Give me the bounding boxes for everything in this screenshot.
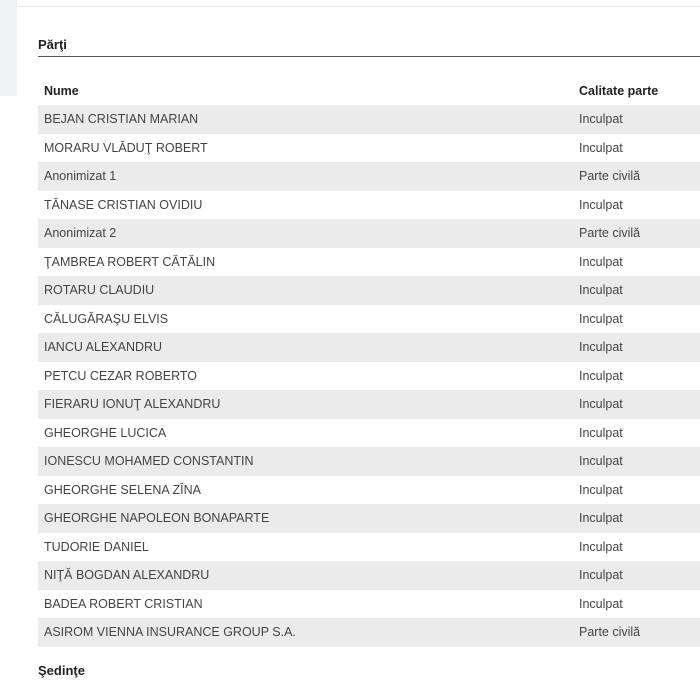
parties-table-header: [38, 77, 700, 105]
party-name-cell: BADEA ROBERT CRISTIAN: [38, 590, 573, 619]
parties-section-title: Părţi: [38, 37, 67, 52]
party-name-cell: IONESCU MOHAMED CONSTANTIN: [38, 447, 573, 476]
party-role-cell: Inculpat: [573, 533, 700, 562]
party-role-cell: Inculpat: [573, 362, 700, 391]
party-name-cell: ASIROM VIENNA INSURANCE GROUP S.A.: [38, 618, 573, 647]
party-role-cell: Inculpat: [573, 476, 700, 505]
table-row: [38, 191, 700, 220]
table-row: [38, 419, 700, 448]
party-role-cell: Inculpat: [573, 447, 700, 476]
party-role-cell: Parte civilă: [573, 162, 700, 191]
table-row: [38, 362, 700, 391]
party-role-cell: Inculpat: [573, 390, 700, 419]
top-divider: [18, 6, 700, 7]
table-row: [38, 276, 700, 305]
party-name-cell: TUDORIE DANIEL: [38, 533, 573, 562]
table-row: [38, 305, 700, 334]
party-name-cell: GHEORGHE NAPOLEON BONAPARTE: [38, 504, 573, 533]
parties-table-body: [38, 105, 700, 647]
party-name-cell: ROTARU CLAUDIU: [38, 276, 573, 305]
party-name-cell: ŢAMBREA ROBERT CĂTĂLIN: [38, 248, 573, 277]
party-role-cell: Inculpat: [573, 590, 700, 619]
party-name-cell: GHEORGHE SELENA ZÎNA: [38, 476, 573, 505]
party-role-cell: Inculpat: [573, 504, 700, 533]
party-role-cell: Inculpat: [573, 305, 700, 334]
table-row: [38, 561, 700, 590]
party-role-cell: Inculpat: [573, 105, 700, 134]
parties-section-divider: [38, 56, 700, 57]
party-role-cell: Inculpat: [573, 191, 700, 220]
party-name-cell: FIERARU IONUŢ ALEXANDRU: [38, 390, 573, 419]
table-row: [38, 134, 700, 163]
table-row: [38, 333, 700, 362]
parties-table: [38, 77, 700, 647]
party-role-cell: Inculpat: [573, 134, 700, 163]
hearings-section-title: Şedinţe: [38, 663, 85, 678]
party-role-cell: Inculpat: [573, 333, 700, 362]
table-row: [38, 476, 700, 505]
table-row: [38, 390, 700, 419]
column-header-name: Nume: [44, 84, 79, 98]
party-role-cell: Inculpat: [573, 248, 700, 277]
party-name-cell: PETCU CEZAR ROBERTO: [38, 362, 573, 391]
party-role-cell: Inculpat: [573, 276, 700, 305]
table-row: [38, 219, 700, 248]
party-role-cell: Inculpat: [573, 561, 700, 590]
party-name-cell: IANCU ALEXANDRU: [38, 333, 573, 362]
table-row: [38, 447, 700, 476]
left-sidebar-strip: [0, 0, 17, 96]
party-role-cell: Inculpat: [573, 419, 700, 448]
table-row: [38, 162, 700, 191]
party-name-cell: Anonimizat 2: [38, 219, 573, 248]
party-name-cell: GHEORGHE LUCICA: [38, 419, 573, 448]
party-name-cell: CĂLUGĂRAŞU ELVIS: [38, 305, 573, 334]
party-name-cell: TĂNASE CRISTIAN OVIDIU: [38, 191, 573, 220]
party-role-cell: Parte civilă: [573, 618, 700, 647]
table-row: [38, 533, 700, 562]
table-row: [38, 504, 700, 533]
party-name-cell: NIŢĂ BOGDAN ALEXANDRU: [38, 561, 573, 590]
column-header-role: Calitate parte: [579, 84, 659, 98]
party-name-cell: Anonimizat 1: [38, 162, 573, 191]
table-row: [38, 618, 700, 647]
table-row: [38, 248, 700, 277]
party-role-cell: Parte civilă: [573, 219, 700, 248]
table-row: [38, 105, 700, 134]
party-name-cell: BEJAN CRISTIAN MARIAN: [38, 105, 573, 134]
table-row: [38, 590, 700, 619]
party-name-cell: MORARU VLĂDUŢ ROBERT: [38, 134, 573, 163]
